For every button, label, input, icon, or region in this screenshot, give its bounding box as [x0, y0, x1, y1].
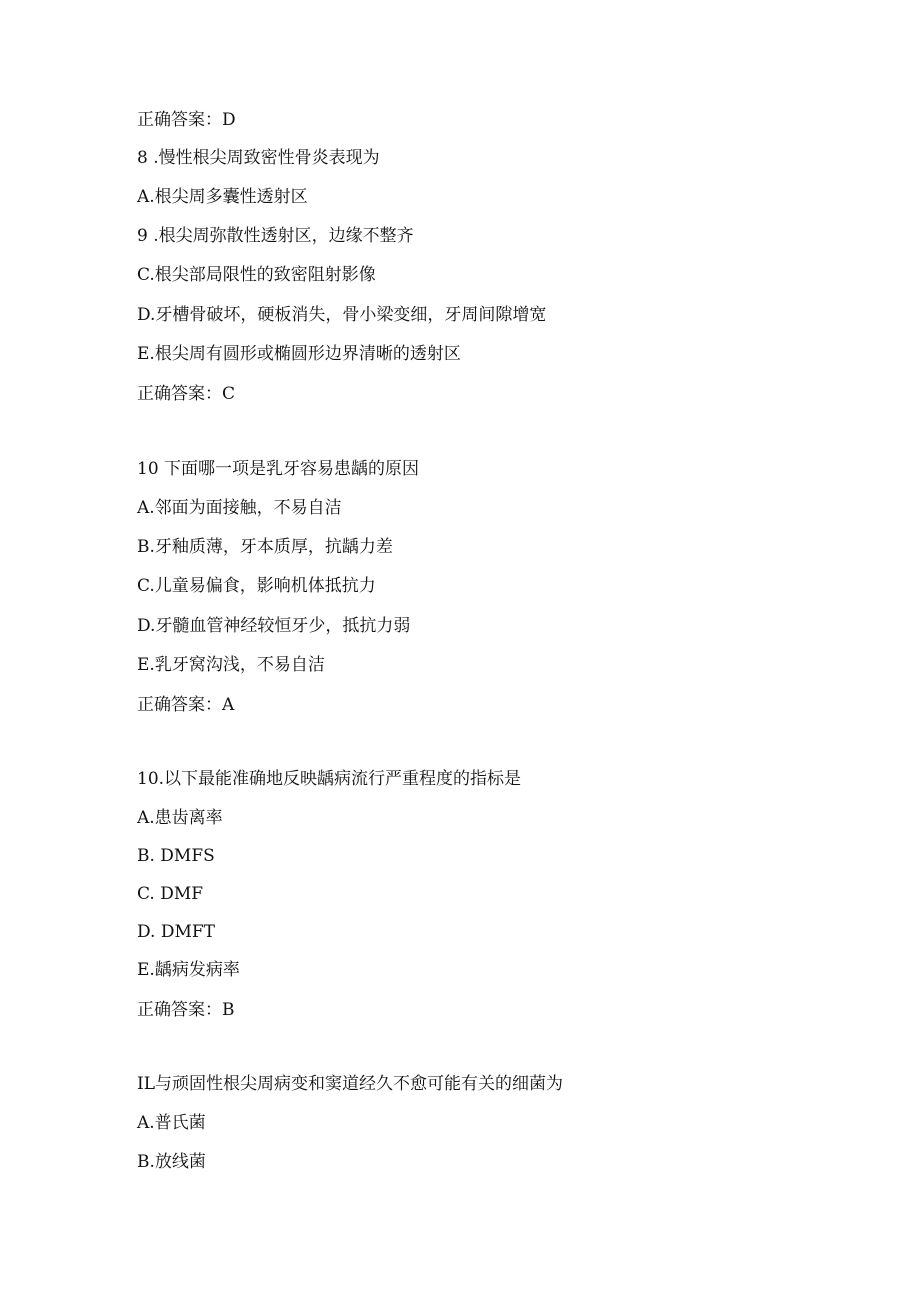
- option-line: B. DMFS: [137, 846, 215, 866]
- option-line: C.儿童易偏食，影响机体抵抗力: [137, 576, 376, 596]
- option-line: B.放线菌: [137, 1152, 206, 1172]
- question-9: 9 .根尖周弥散性透射区，边缘不整齐: [137, 226, 414, 246]
- option-line: D.牙槽骨破坏，硬板消失，骨小梁变细，牙周间隙增宽: [137, 305, 547, 325]
- option-line: B.牙釉质薄，牙本质厚，抗龋力差: [137, 537, 393, 557]
- option-line: C. DMF: [137, 884, 204, 904]
- answer-line: 正确答案：D: [137, 110, 236, 130]
- option-line: A.患齿离率: [137, 808, 223, 828]
- answer-line: 正确答案：A: [137, 695, 235, 715]
- answer-line: 正确答案：C: [137, 384, 236, 404]
- option-line: A.普氏菌: [137, 1113, 206, 1133]
- option-line: E.根尖周有圆形或椭圆形边界清晰的透射区: [137, 344, 461, 364]
- question-8: 8 .慢性根尖周致密性骨炎表现为: [137, 148, 380, 168]
- option-line: D.牙髓血管神经较恒牙少，抵抗力弱: [137, 616, 411, 636]
- option-line: E.龋病发病率: [137, 960, 240, 980]
- answer-line: 正确答案：B: [137, 1000, 235, 1020]
- option-line: A.根尖周多囊性透射区: [137, 187, 308, 207]
- question-11: IL与顽固性根尖周病变和窦道经久不愈可能有关的细菌为: [137, 1074, 564, 1094]
- option-line: A.邻面为面接触，不易自洁: [137, 498, 342, 518]
- option-line: C.根尖部局限性的致密阻射影像: [137, 265, 376, 285]
- question-10: 10 下面哪一项是乳牙容易患龋的原因: [137, 459, 420, 479]
- option-line: D. DMFT: [137, 922, 216, 942]
- question-10b: 10.以下最能准确地反映龋病流行严重程度的指标是: [137, 769, 522, 789]
- option-line: E.乳牙窝沟浅，不易自洁: [137, 655, 325, 675]
